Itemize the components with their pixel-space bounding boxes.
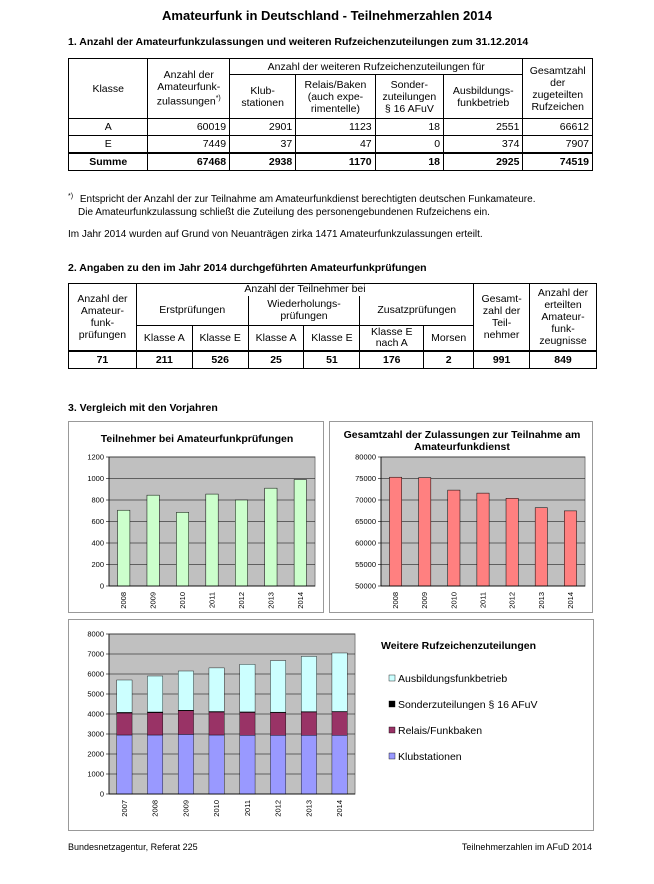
x-tick-label: 2011	[478, 592, 488, 609]
header-zulassungen	[148, 59, 230, 119]
y-tick-label: 75000	[355, 474, 376, 483]
header-ausbildung: Ausbildungs-funkbetrieb	[444, 75, 523, 119]
header-group: Anzahl der weiteren Rufzeichenzuteilungen für	[230, 59, 523, 75]
x-tick-label: 2012	[236, 592, 246, 609]
x-tick-label: 2014	[335, 800, 345, 817]
header-relais: Relais/Baken (auch expe-rimentelle)	[296, 75, 375, 119]
y-tick-label: 55000	[355, 560, 376, 569]
bar-segment	[117, 713, 132, 735]
table-row	[69, 119, 593, 136]
x-tick-label: 2013	[304, 800, 314, 817]
header-group: Anzahl der Teilnehmer bei	[136, 284, 473, 296]
chart-licenses-total-svg	[330, 422, 594, 614]
header-wieder-e: Klasse E	[304, 326, 360, 351]
y-tick-label: 5000	[87, 689, 104, 699]
x-tick-label: 2011	[207, 592, 217, 609]
header-sonder: Sonder-zuteilungen § 16 AFuV	[375, 75, 443, 119]
chart-exam-participants	[68, 421, 324, 613]
y-tick-label: 8000	[87, 629, 104, 639]
y-tick-label: 0	[99, 789, 104, 799]
header-wieder-a: Klasse A	[248, 326, 304, 351]
bar	[294, 480, 306, 586]
bar-segment	[147, 735, 162, 794]
bar	[506, 498, 518, 586]
x-tick-label: 2007	[119, 800, 129, 817]
header-anzahl: Anzahl der Amateur-funk-prüfungen	[69, 284, 137, 351]
legend-swatch	[389, 675, 395, 681]
chart-title: Weitere Rufzeichenzuteilungen	[381, 640, 536, 652]
x-tick-label: 2008	[391, 592, 401, 609]
legend-swatch	[389, 753, 395, 759]
x-tick-label: 2010	[212, 800, 222, 817]
section2-heading: 2. Angaben zu den im Jahr 2014 durchgeführten Amateurfunkprüfungen	[68, 262, 427, 274]
header-zeugnisse: Anzahl der erteilten Amateur-funk-zeugnisse	[530, 284, 597, 351]
y-tick-label: 800	[91, 495, 104, 505]
y-tick-label: 65000	[355, 517, 376, 526]
row-klasse: E	[69, 136, 148, 153]
chart-further-callsigns-svg	[69, 620, 595, 832]
y-tick-label: 0	[99, 581, 104, 591]
bar-segment	[117, 680, 132, 712]
exams-table	[68, 283, 597, 369]
header-zusatz-e-nach-a: Klasse E nach A	[360, 326, 424, 351]
remark: Im Jahr 2014 wurden auf Grund von Neuanträgen zirka 1471 Amateurfunkzulassungen erteilt.	[68, 229, 483, 240]
bar-segment	[301, 656, 316, 711]
row-ausb: 374	[444, 136, 523, 153]
bar-segment	[240, 735, 255, 794]
value-gesamt: 991	[474, 351, 530, 369]
table-row	[69, 136, 593, 153]
document-title: Amateurfunk in Deutschland - Teilnehmerzahlen 2014	[162, 8, 492, 23]
value-anzahl: 71	[69, 351, 137, 369]
header-morsen: Morsen	[424, 326, 474, 351]
row-klub: 2901	[230, 119, 296, 136]
bar	[265, 488, 277, 586]
bar-segment	[332, 735, 347, 794]
x-tick-label: 2013	[266, 592, 276, 609]
footnote-mark: *)	[68, 193, 74, 200]
bar-segment	[240, 664, 255, 712]
bar-segment	[147, 676, 162, 712]
sum-zul: 67468	[148, 153, 230, 171]
bar	[118, 510, 130, 586]
x-tick-label: 2013	[536, 592, 546, 609]
y-tick-label: 6000	[87, 669, 104, 679]
bar-segment	[301, 712, 316, 735]
bar	[235, 500, 247, 586]
value-wieder-e: 51	[304, 351, 360, 369]
bar	[419, 478, 431, 586]
sum-relais: 1170	[296, 153, 375, 171]
bar-segment	[178, 734, 193, 794]
bar-segment	[209, 712, 224, 735]
x-tick-label: 2014	[565, 592, 575, 609]
y-tick-label: 400	[91, 538, 104, 548]
row-sonder: 18	[375, 119, 443, 136]
bar-segment	[178, 671, 193, 710]
chart-exam-participants-svg	[69, 422, 325, 614]
licenses-table	[68, 58, 593, 171]
bar-segment	[147, 713, 162, 735]
bar-segment	[209, 735, 224, 794]
x-tick-label: 2008	[150, 800, 160, 817]
sum-ausb: 2925	[444, 153, 523, 171]
header-klasse: Klasse	[69, 59, 148, 119]
value-erst-a: 211	[136, 351, 192, 369]
y-tick-label: 60000	[355, 538, 376, 548]
y-tick-label: 3000	[87, 729, 104, 739]
footnote	[68, 190, 535, 219]
x-tick-label: 2010	[178, 592, 188, 609]
header-zulassungen-label: Anzahl der Amateurfunk-zulassungen	[156, 69, 221, 108]
y-tick-label: 600	[91, 517, 104, 526]
value-wieder-a: 25	[248, 351, 304, 369]
y-tick-label: 7000	[87, 649, 104, 659]
x-tick-label: 2012	[507, 592, 517, 609]
y-tick-label: 1200	[87, 452, 104, 462]
legend-label: Ausbildungsfunkbetrieb	[398, 673, 508, 685]
bar	[535, 508, 547, 586]
bar-segment	[240, 712, 255, 735]
x-tick-label: 2009	[148, 592, 158, 609]
row-ges: 66612	[523, 119, 593, 136]
x-tick-label: 2011	[242, 800, 252, 817]
header-erst-a: Klasse A	[136, 326, 192, 351]
bar	[176, 512, 188, 586]
sum-klasse: Summe	[69, 153, 148, 171]
footnote-line1: Entspricht der Anzahl der zur Teilnahme am Amateurfunkdienst berechtigten deutschen Funkamateure.	[79, 194, 536, 206]
bar	[389, 477, 401, 586]
chart-further-callsigns	[68, 619, 594, 831]
bar-segment	[301, 735, 316, 794]
footnote-marker: *)	[215, 95, 221, 103]
legend-label: Sonderzuteilungen § 16 AFuV	[398, 699, 538, 711]
bar-segment	[270, 661, 285, 713]
y-tick-label: 1000	[87, 474, 104, 483]
y-tick-label: 2000	[87, 749, 104, 759]
table-row	[69, 351, 597, 369]
legend-swatch	[389, 701, 395, 707]
row-klub: 37	[230, 136, 296, 153]
bar-segment	[270, 735, 285, 794]
sum-row	[69, 153, 593, 171]
y-tick-label: 200	[91, 560, 104, 569]
row-ges: 7907	[523, 136, 593, 153]
x-tick-label: 2009	[420, 592, 430, 609]
header-klub: Klub-stationen	[230, 75, 296, 119]
footer-left: Bundesnetzagentur, Referat 225	[68, 842, 198, 852]
value-zeugnisse: 849	[530, 351, 597, 369]
bar	[147, 495, 159, 586]
row-ausb: 2551	[444, 119, 523, 136]
x-tick-label: 2012	[273, 800, 283, 817]
bar	[206, 494, 218, 586]
bar-segment	[270, 713, 285, 736]
header-wieder: Wiederholungs-prüfungen	[248, 296, 360, 326]
value-zusatz-e: 176	[360, 351, 424, 369]
footer-right: Teilnehmerzahlen im AFuD 2014	[461, 842, 592, 852]
bar	[477, 493, 489, 586]
chart-title: Teilnehmer bei Amateurfunkprüfungen	[100, 433, 294, 445]
y-tick-label: 1000	[87, 769, 104, 779]
bar	[448, 490, 460, 586]
row-relais: 1123	[296, 119, 375, 136]
legend-swatch	[389, 727, 395, 733]
value-erst-e: 526	[192, 351, 248, 369]
row-zul: 7449	[148, 136, 230, 153]
header-gesamt: Gesamt-zahl der Teil-nehmer	[474, 284, 530, 351]
legend-label: Relais/Funkbaken	[398, 725, 483, 737]
header-erst: Erstprüfungen	[136, 296, 248, 326]
sum-klub: 2938	[230, 153, 296, 171]
header-gesamt: Gesamtzahl der zugeteilten Rufzeichen	[523, 59, 593, 119]
x-tick-label: 2014	[295, 592, 305, 609]
bar-segment	[332, 653, 347, 712]
legend-label: Klubstationen	[398, 751, 462, 763]
y-tick-label: 70000	[355, 495, 376, 505]
x-tick-label: 2009	[181, 800, 191, 817]
footnote-line2: Die Amateurfunkzulassung schließt die Zuteilung des personengebundenen Rufzeichens ein.	[78, 207, 490, 219]
sum-sonder: 18	[375, 153, 443, 171]
y-tick-label: 50000	[355, 581, 376, 591]
bar	[564, 511, 576, 586]
bar-segment	[178, 711, 193, 735]
value-morsen: 2	[424, 351, 474, 369]
header-zusatz: Zusatzprüfungen	[360, 296, 474, 326]
chart-licenses-total	[329, 421, 593, 613]
row-zul: 60019	[148, 119, 230, 136]
y-tick-label: 80000	[355, 452, 376, 462]
bar-segment	[209, 668, 224, 712]
sum-ges: 74519	[523, 153, 593, 171]
row-relais: 47	[296, 136, 375, 153]
section3-heading: 3. Vergleich mit den Vorjahren	[68, 402, 218, 414]
row-sonder: 0	[375, 136, 443, 153]
x-tick-label: 2010	[449, 592, 459, 609]
chart-title: Gesamtzahl der Zulassungen zur Teilnahme am Amateurfunkdienst	[343, 429, 581, 453]
header-erst-e: Klasse E	[192, 326, 248, 351]
row-klasse: A	[69, 119, 148, 136]
x-tick-label: 2008	[119, 592, 129, 609]
bar-segment	[117, 735, 132, 794]
bar-segment	[332, 712, 347, 735]
y-tick-label: 4000	[87, 709, 104, 719]
section1-heading: 1. Anzahl der Amateurfunkzulassungen und weiteren Rufzeichenzuteilungen zum 31.12.2014	[68, 36, 529, 48]
